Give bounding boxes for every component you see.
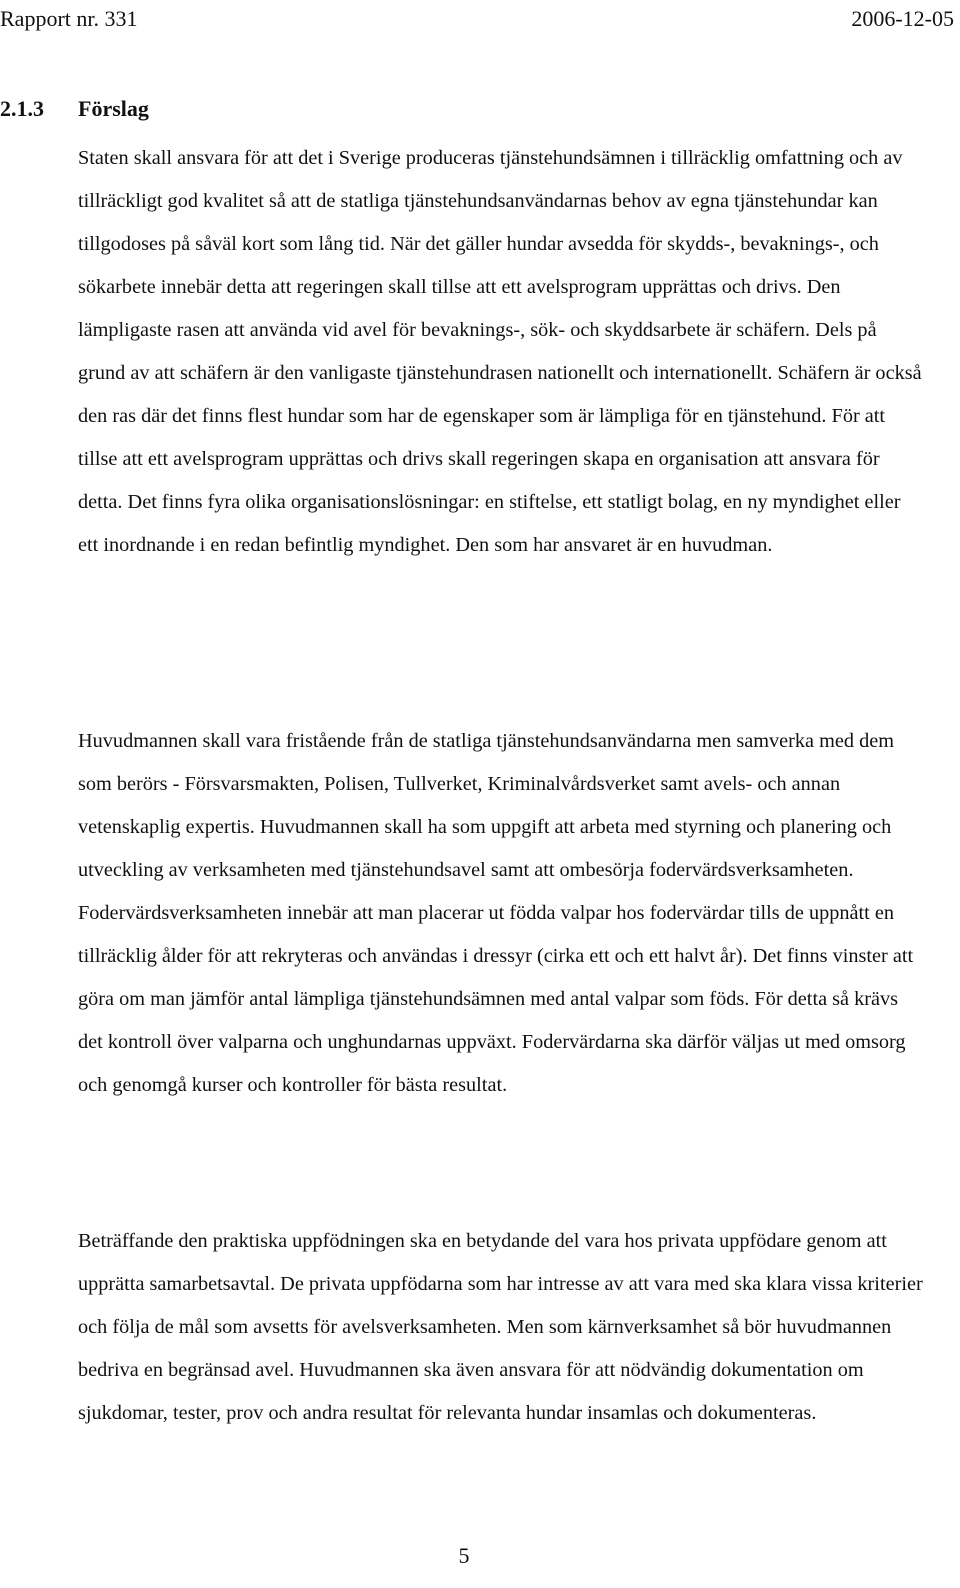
report-date: 2006-12-05 [851, 6, 954, 31]
body-paragraph-2: Huvudmannen skall vara fristående från de statliga tjänstehundsanvändarna men samverka med dem som berörs - Försvarsmakten, Polisen, Tullverket, Kriminalvårdsverket samt avels- och annan vetenskaplig expertis. Huvudmannen skall ha som uppgift att arbeta med styrning och planering och utveckling av verksamheten med tjänstehundsavel samt att ombesörja fodervärdsverksamheten. Fodervärdsverksamheten innebär att man placerar ut födda valpar hos fodervärdar tills de uppnått en tillräcklig ålder för att rekryteras och användas i dressyr (cirka ett och ett halvt år). Det finns vinster att göra om man jämför antal lämpliga tjänstehundsämnen med antal valpar som föds. För detta så krävs det kontroll över valparna och unghundarnas uppväxt. Fodervärdarna ska därför väljas ut med omsorg och genomgå kurser och kontroller för bästa resultat. [78, 730, 914, 1096]
section-title: Förslag [78, 96, 149, 121]
body-paragraph-1: Staten skall ansvara för att det i Sverige produceras tjänstehundsämnen i tillräcklig omfattning och av tillräckligt god kvalitet så att de statliga tjänstehundsanvändarnas behov av egna tjänstehundar kan tillgodoses på såväl kort som lång tid. När det gäller hundar avsedda för skydds-, bevaknings-, och sökarbete innebär detta att regeringen skall tillse att ett avelsprogram upprättas och drivs. Den lämpligaste rasen att använda vid avel för bevaknings-, sök- och skyddsarbete är schäfern. Dels på grund av att schäfern är den vanligaste tjänstehundrasen nationellt och internationellt. Schäfern är också den ras där det finns flest hundar som har de egenskaper som är lämpliga för en tjänstehund. För att tillse att ett avelsprogram upprättas och drivs skall regeringen skapa en organisation att ansvara för detta. Det finns fyra olika organisationslösningar: en stiftelse, ett statligt bolag, en ny myndighet eller ett inordnande i en redan befintlig myndighet. Den som har ansvaret är en huvudman. [78, 147, 922, 556]
section-heading [0, 94, 149, 124]
body-paragraph-3: Beträffande den praktiska uppfödningen ska en betydande del vara hos privata uppfödare genom att upprätta samarbetsavtal. De privata uppfödarna som har intresse av att vara med ska klara vissa kriterier och följa de mål som avsetts för avelsverksamheten. Men som kärnverksamhet så bör huvudmannen bedriva en begränsad avel. Huvudmannen ska även ansvara för att nödvändig dokumentation om sjukdomar, tester, prov och andra resultat för relevanta hundar insamlas och dokumenteras. [78, 1230, 923, 1424]
page-number: 5 [458, 1543, 470, 1568]
report-number: Rapport nr. 331 [0, 6, 138, 31]
section-number: 2.1.3 [0, 96, 44, 121]
